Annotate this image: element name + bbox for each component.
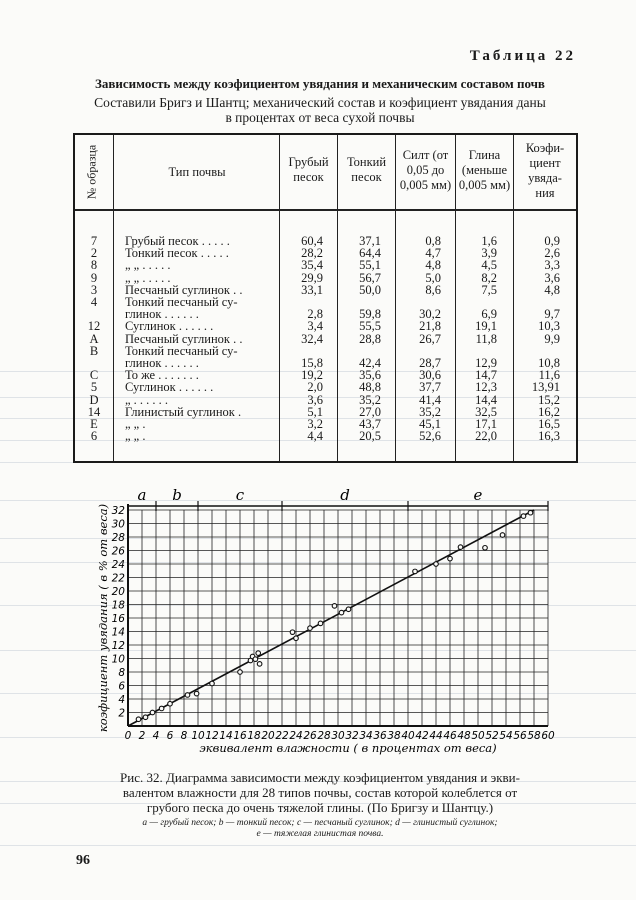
x-tick-label: 24	[289, 730, 303, 742]
cell-sample-number: C	[89, 368, 99, 383]
x-tick-label: 54	[499, 730, 513, 742]
data-point	[168, 701, 173, 706]
cell-coarse: 3,4	[307, 319, 323, 334]
cell-silt: 0,8	[425, 234, 441, 248]
cell-sample-number: 6	[90, 429, 98, 444]
cell-coarse: 2,8	[307, 307, 323, 322]
x-tick-label: 12	[205, 730, 219, 742]
header-sample-number	[77, 137, 107, 207]
range-label-d: d	[340, 486, 350, 504]
y-tick-label: 8	[118, 667, 125, 679]
table-row	[75, 369, 576, 381]
data-point	[448, 556, 453, 561]
data-point	[458, 545, 463, 550]
x-tick-label: 56	[513, 730, 527, 742]
cell-coef: 13,91	[531, 380, 560, 395]
cell-silt: 21,8	[419, 319, 441, 334]
y-tick-label: 12	[111, 640, 125, 652]
caption-line: Рис. 32. Диаграмма зависимости между коэфициентом увядания и экви-	[120, 770, 520, 785]
cell-silt: 35,2	[419, 404, 441, 419]
data-point	[528, 510, 533, 515]
x-axis-title: эквивалент влажности ( в процентах от веса)	[199, 741, 497, 755]
cell-fine: 56,7	[359, 270, 381, 285]
cell-clay: 19,1	[475, 319, 497, 334]
data-point	[136, 717, 141, 722]
header-wilting-coefficient	[514, 141, 576, 201]
cell-fine: 28,8	[359, 331, 381, 346]
y-tick-label: 26	[111, 545, 125, 558]
cell-fine: 27,0	[359, 404, 381, 419]
x-tick-label: 20	[261, 730, 275, 742]
range-label-a: a	[137, 486, 147, 504]
data-point	[346, 607, 351, 612]
cell-soil-type: Тонкий песчаный су-	[125, 343, 238, 358]
figure-caption	[60, 770, 580, 815]
x-tick-label: 46	[443, 730, 457, 742]
data-point	[332, 604, 337, 609]
cell-fine: 55,1	[359, 258, 381, 273]
cell-soil-type: Глинистый суглинок .	[125, 404, 242, 419]
cell-sample-number: A	[89, 331, 99, 346]
header-text: Грубый	[288, 155, 329, 169]
table-subtitle	[60, 95, 580, 125]
x-tick-label: 60	[541, 730, 555, 742]
cell-coarse: 19,2	[301, 368, 323, 383]
subtitle-line: в процентах от веса сухой почвы	[225, 110, 415, 125]
cell-fine: 42,4	[359, 356, 381, 370]
header-text: 0,005 мм)	[458, 178, 511, 192]
cell-coarse: 3,2	[307, 417, 323, 431]
cell-coef: 0,9	[544, 234, 560, 248]
cell-sample-number: B	[89, 343, 99, 358]
header-text: 0,005 мм)	[399, 178, 452, 192]
x-tick-label: 42	[415, 730, 429, 742]
y-tick-label: 18	[111, 599, 125, 612]
cell-silt: 37,7	[419, 380, 441, 395]
cell-clay: 12,3	[475, 380, 497, 395]
cell-silt: 41,4	[419, 392, 441, 407]
data-point	[194, 691, 199, 696]
data-point	[238, 670, 243, 675]
header-text: Тонкий	[346, 155, 387, 169]
x-tick-label: 44	[429, 730, 443, 742]
header-text: Коэфи-	[525, 141, 565, 155]
header-coarse-sand	[280, 155, 337, 185]
cell-coarse: 60,4	[301, 234, 323, 248]
cell-soil-type: „ „ .	[125, 429, 146, 444]
cell-soil-type: Песчаный суглинок . .	[125, 282, 243, 297]
header-clay	[456, 148, 513, 193]
y-tick-label: 22	[111, 572, 125, 585]
cell-fine: 55,5	[359, 319, 381, 334]
data-point	[185, 693, 190, 698]
cell-silt: 28,7	[419, 356, 441, 370]
range-label-c: c	[235, 486, 245, 504]
x-tick-label: 14	[219, 730, 233, 742]
data-table	[73, 133, 578, 463]
x-tick-label: 16	[233, 730, 247, 742]
cell-coef: 3,3	[544, 258, 560, 273]
x-tick-label: 58	[527, 730, 541, 742]
table-title: Зависимость между коэфициентом увядания и механическим составом почв	[95, 76, 545, 91]
y-axis-title: коэфициент увядания ( в % от веса)	[96, 503, 110, 733]
cell-silt: 52,6	[419, 429, 441, 444]
header-soil-type: Тип почвы	[168, 165, 226, 179]
header-text: циент	[529, 156, 561, 170]
x-tick-label: 48	[457, 730, 471, 742]
table-row	[75, 345, 576, 357]
header-fine-sand	[338, 155, 395, 185]
x-tick-label: 36	[373, 730, 387, 742]
range-label-e: e	[473, 486, 483, 504]
data-point	[483, 546, 488, 551]
caption-line: валентом влажности для 28 типов почвы, состав которой колеблется от	[122, 785, 518, 800]
x-tick-label: 28	[317, 730, 331, 742]
data-point	[318, 621, 323, 626]
cell-coef: 2,6	[544, 246, 560, 261]
header-text: песок	[293, 170, 324, 184]
x-tick-label: 4	[152, 730, 160, 742]
header-silt	[396, 148, 455, 193]
cell-soil-type: Суглинок . . . . . .	[125, 319, 214, 334]
data-point	[413, 569, 418, 574]
table-row	[75, 296, 576, 308]
cell-soil-type: Грубый песок . . . . .	[125, 234, 230, 248]
y-tick-label: 4	[118, 694, 125, 706]
cell-coef: 16,5	[538, 417, 560, 431]
cell-clay: 1,6	[481, 234, 497, 248]
table-row	[75, 284, 576, 296]
cell-silt: 4,7	[425, 246, 441, 261]
cell-clay: 3,9	[481, 246, 497, 261]
cell-fine: 35,6	[359, 368, 381, 383]
cell-clay: 8,2	[481, 270, 497, 285]
data-point	[500, 533, 505, 538]
x-tick-label: 30	[331, 730, 345, 742]
data-point	[521, 514, 526, 519]
cell-clay: 11,8	[475, 331, 497, 346]
table-row	[75, 430, 576, 442]
cell-fine: 37,1	[359, 234, 381, 248]
table-label: Таблица 22	[469, 48, 576, 64]
table-row	[75, 406, 576, 418]
header-text: ния	[535, 186, 555, 200]
table-row	[75, 394, 576, 406]
x-tick-label: 6	[166, 730, 174, 742]
cell-soil-type: То же . . . . . . .	[125, 368, 199, 383]
data-point	[159, 706, 164, 711]
cell-sample-number: 7	[90, 234, 98, 248]
cell-silt: 30,6	[419, 368, 441, 383]
header-text: увяда-	[528, 171, 562, 185]
x-tick-label: 50	[471, 730, 485, 742]
x-tick-label: 38	[387, 730, 401, 742]
table-row	[75, 308, 576, 320]
cell-sample-number: 14	[87, 404, 101, 419]
cell-sample-number: 5	[90, 380, 98, 395]
y-tick-label: 2	[118, 707, 125, 720]
table-row	[75, 320, 576, 332]
cell-coarse: 33,1	[301, 282, 323, 297]
header-text: № образца	[84, 144, 99, 200]
cell-silt: 45,1	[419, 417, 441, 431]
y-tick-label: 14	[111, 626, 125, 639]
caption-line: грубого песка до очень тяжелой глины. (По Бригзу и Шантцу.)	[146, 800, 494, 815]
cell-sample-number: 12	[87, 319, 101, 334]
x-tick-label: 40	[401, 730, 415, 742]
data-point	[256, 651, 261, 656]
cell-sample-number: 3	[90, 282, 98, 297]
x-tick-label: 26	[303, 730, 317, 742]
figure-legend	[60, 818, 580, 840]
data-point	[290, 630, 295, 635]
cell-silt: 8,6	[425, 282, 441, 297]
cell-clay: 17,1	[475, 417, 497, 431]
y-tick-label: 32	[111, 505, 125, 517]
cell-silt: 4,8	[425, 258, 441, 273]
cell-fine: 59,8	[359, 307, 381, 322]
cell-soil-type: Суглинок . . . . . .	[125, 380, 214, 395]
cell-sample-number: 2	[90, 246, 98, 261]
cell-coef: 4,8	[544, 282, 560, 297]
cell-silt: 26,7	[419, 331, 441, 346]
cell-silt: 5,0	[425, 270, 441, 285]
cell-coarse: 28,2	[301, 246, 323, 261]
cell-fine: 64,4	[359, 246, 381, 261]
cell-soil-type: глинок . . . . . .	[125, 356, 199, 370]
y-tick-label: 20	[111, 586, 125, 598]
cell-coef: 15,2	[538, 392, 560, 407]
cell-fine: 35,2	[359, 392, 381, 407]
data-point	[339, 610, 344, 615]
table-row	[75, 381, 576, 393]
cell-clay: 7,5	[481, 282, 497, 297]
cell-clay: 22,0	[475, 429, 497, 444]
table-row	[75, 259, 576, 271]
cell-soil-type: Тонкий песок . . . . .	[125, 246, 229, 261]
x-tick-label: 32	[345, 730, 359, 742]
header-text: 0,05 до	[406, 163, 445, 177]
cell-fine: 48,8	[359, 380, 381, 395]
cell-soil-type: глинок . . . . . .	[125, 307, 199, 322]
cell-sample-number: D	[89, 392, 99, 407]
cell-soil-type: „ „ . . . . .	[125, 270, 171, 285]
y-tick-label: 6	[118, 680, 125, 693]
cell-coarse: 15,8	[301, 356, 323, 370]
x-tick-label: 8	[180, 730, 188, 742]
range-label-b: b	[172, 486, 182, 504]
data-point	[294, 636, 299, 641]
y-tick-label: 30	[111, 518, 125, 531]
cell-coarse: 2,0	[307, 380, 323, 395]
table-row	[75, 333, 576, 345]
legend-line: а — грубый песок; b — тонкий песок; c — песчаный суглинок; d — глинистый суглинок;	[142, 818, 498, 828]
cell-clay: 14,7	[475, 368, 497, 383]
cell-coef: 11,6	[538, 368, 560, 383]
table-row	[75, 272, 576, 284]
cell-coef: 16,2	[538, 404, 560, 419]
cell-soil-type: „ „ .	[125, 417, 146, 431]
cell-coarse: 29,9	[301, 270, 323, 285]
cell-sample-number: E	[90, 417, 98, 431]
cell-coef: 16,3	[538, 429, 560, 444]
y-tick-label: 28	[111, 532, 125, 544]
y-tick-label: 10	[111, 653, 125, 666]
cell-coarse: 3,6	[307, 392, 323, 407]
data-point	[434, 562, 439, 567]
cell-coarse: 35,4	[301, 258, 323, 273]
data-point	[257, 662, 262, 667]
cell-clay: 12,9	[475, 356, 497, 370]
cell-sample-number: 8	[90, 258, 98, 273]
x-tick-label: 10	[191, 730, 205, 742]
cell-clay: 4,5	[481, 258, 497, 273]
cell-coarse: 5,1	[307, 404, 323, 419]
cell-coef: 9,9	[544, 331, 560, 346]
data-point	[308, 626, 313, 631]
cell-clay: 32,5	[475, 404, 497, 419]
cell-sample-number: 4	[90, 295, 98, 309]
cell-clay: 6,9	[481, 307, 497, 322]
x-tick-label: 2	[138, 730, 146, 742]
cell-coef: 9,7	[544, 307, 560, 322]
x-tick-label: 22	[275, 730, 289, 742]
cell-soil-type: Песчаный суглинок . .	[125, 331, 243, 346]
table-row	[75, 235, 576, 247]
subtitle-line: Составили Бригз и Шантц; механический состав и коэфициент увядания даны	[94, 95, 546, 110]
header-divider	[75, 209, 576, 211]
x-tick-label: 18	[247, 730, 261, 742]
data-point	[150, 710, 155, 715]
cell-soil-type: „ . . . . . .	[125, 392, 169, 407]
cell-coef: 10,8	[538, 356, 560, 370]
data-point	[253, 657, 258, 662]
header-text: Глина	[468, 148, 501, 162]
cell-silt: 30,2	[419, 307, 441, 322]
cell-fine: 20,5	[359, 429, 381, 444]
table-row	[75, 418, 576, 430]
page-number: 96	[76, 853, 90, 868]
cell-fine: 50,0	[359, 282, 381, 297]
cell-soil-type: „ „ . . . . .	[125, 258, 171, 273]
cell-sample-number: 9	[90, 270, 98, 285]
y-tick-label: 16	[111, 613, 125, 625]
cell-fine: 43,7	[359, 417, 381, 431]
x-tick-label: 52	[485, 730, 499, 742]
cell-soil-type: Тонкий песчаный су-	[125, 295, 238, 309]
x-tick-label: 34	[359, 730, 373, 742]
data-point	[143, 715, 148, 720]
cell-coef: 3,6	[544, 270, 560, 285]
data-point	[210, 681, 215, 686]
cell-coef: 10,3	[538, 319, 560, 334]
x-tick-label: 0	[124, 730, 132, 742]
wilting-coefficient-chart	[0, 484, 636, 766]
header-text: (меньше	[461, 163, 508, 177]
legend-line: e — тяжелая глинистая почва.	[256, 829, 384, 839]
table-row	[75, 247, 576, 259]
header-text: Силт (от	[402, 148, 449, 162]
cell-coarse: 4,4	[307, 429, 323, 444]
ruled-line	[0, 845, 636, 846]
table-row	[75, 357, 576, 369]
cell-coarse: 32,4	[301, 331, 323, 346]
cell-clay: 14,4	[475, 392, 497, 407]
y-tick-label: 24	[111, 559, 125, 571]
header-text: песок	[351, 170, 382, 184]
